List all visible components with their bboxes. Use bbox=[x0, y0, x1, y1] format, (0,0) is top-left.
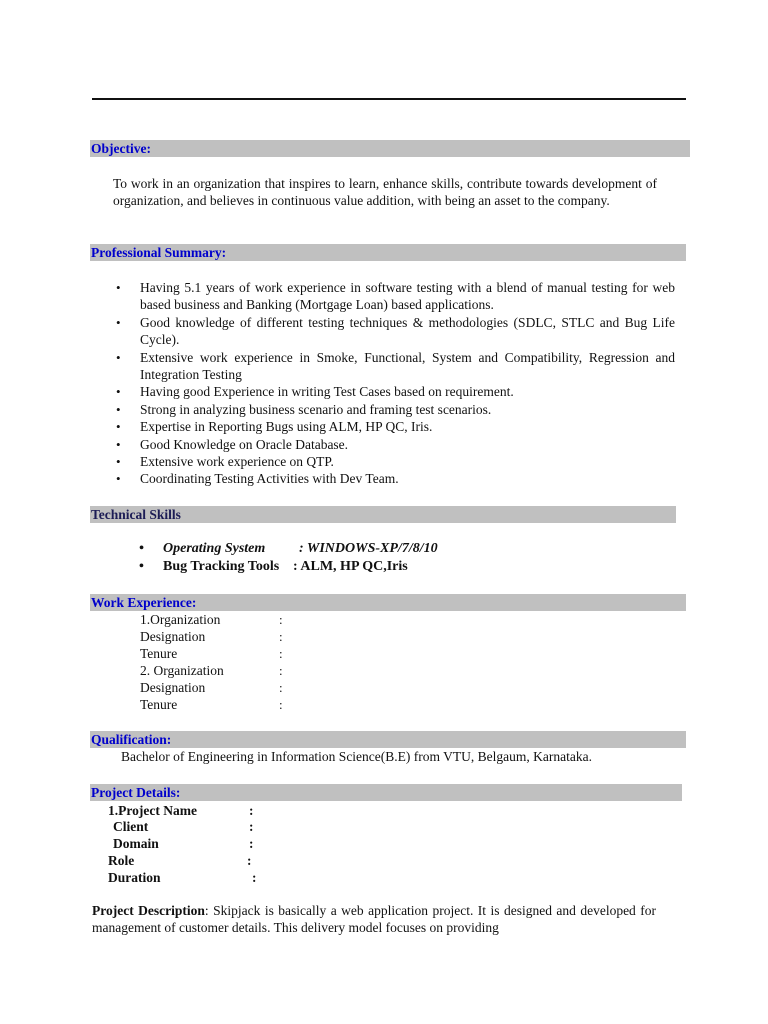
summary-item: • Having 5.1 years of work experience in software testing with a blend of manual testing for web based business and Banking (Mortgage Loan) based applications. bbox=[115, 279, 675, 314]
project-row-label: Role bbox=[108, 853, 135, 868]
project-row-label: Client bbox=[113, 819, 149, 834]
summary-item: • Good knowledge of different testing techniques & methodologies (SDLC, STLC and Bug Life Cycle). bbox=[115, 314, 675, 349]
project-row-label: Duration bbox=[108, 870, 161, 885]
summary-item: • Strong in analyzing business scenario and framing test scenarios. bbox=[115, 401, 675, 418]
objective-text: To work in an organization that inspires to learn, enhance skills, contribute towards development of organization, and believes in continuous value addition, with being an asset to the company. bbox=[113, 176, 657, 208]
work-row-colon: : bbox=[279, 646, 283, 661]
work-row-colon: : bbox=[279, 663, 283, 678]
skill-os-label: Operating System bbox=[163, 541, 266, 556]
summary-item: • Having good Experience in writing Test Cases based on requirement. bbox=[115, 383, 675, 400]
summary-item: • Coordinating Testing Activities with Dev Team. bbox=[115, 470, 675, 487]
header-rule bbox=[92, 98, 686, 100]
work-row-colon: : bbox=[279, 680, 283, 695]
skill-os-value: : WINDOWS-XP/7/8/10 bbox=[299, 541, 438, 556]
objective-heading: Objective: bbox=[90, 140, 690, 157]
work-row-label: Tenure bbox=[140, 646, 178, 661]
project-description-label: Project Description bbox=[92, 903, 205, 918]
project-row-label: 1.Project Name bbox=[108, 803, 197, 818]
qualification-text: Bachelor of Engineering in Information Science(B.E) from VTU, Belgaum, Karnataka. bbox=[121, 749, 592, 764]
project-row-colon: : bbox=[249, 819, 254, 834]
work-row-label: Designation bbox=[140, 680, 206, 695]
skill-bug-tracking bbox=[139, 558, 280, 575]
qualification-heading: Qualification: bbox=[90, 731, 686, 748]
project-row-colon: : bbox=[249, 836, 254, 851]
summary-item: • Expertise in Reporting Bugs using ALM, HP QC, Iris. bbox=[115, 418, 675, 435]
bullet-icon: • bbox=[139, 559, 144, 574]
skill-bug-label: Bug Tracking Tools bbox=[163, 559, 280, 574]
summary-item: • Good Knowledge on Oracle Database. bbox=[115, 436, 675, 453]
summary-item: • Extensive work experience on QTP. bbox=[115, 453, 675, 470]
skill-bug-value: : ALM, HP QC,Iris bbox=[293, 559, 408, 574]
summary-heading: Professional Summary: bbox=[90, 244, 686, 261]
project-description-text: : Skipjack is basically a web application project. It is designed and developed for management of customer details. This delivery model focuses on providing bbox=[92, 903, 657, 935]
bullet-icon: • bbox=[139, 541, 144, 556]
project-description bbox=[92, 903, 656, 936]
work-row-colon: : bbox=[279, 629, 283, 644]
summary-item: • Extensive work experience in Smoke, Functional, System and Compatibility, Regression and Integration Testing bbox=[115, 349, 675, 384]
project-row-colon: : bbox=[252, 870, 257, 885]
skill-os bbox=[139, 540, 266, 557]
summary-list bbox=[115, 279, 675, 488]
work-row-label: 2. Organization bbox=[140, 663, 224, 678]
skills-heading: Technical Skills bbox=[90, 506, 676, 523]
work-row-label: Tenure bbox=[140, 697, 178, 712]
work-row-colon: : bbox=[279, 697, 283, 712]
project-row-colon: : bbox=[247, 853, 252, 868]
work-row-label: Designation bbox=[140, 629, 206, 644]
project-heading: Project Details: bbox=[90, 784, 682, 801]
work-row-label: 1.Organization bbox=[140, 612, 221, 627]
project-row-colon: : bbox=[249, 803, 254, 818]
work-heading: Work Experience: bbox=[90, 594, 686, 611]
project-row-label: Domain bbox=[113, 836, 159, 851]
work-row-colon: : bbox=[279, 612, 283, 627]
